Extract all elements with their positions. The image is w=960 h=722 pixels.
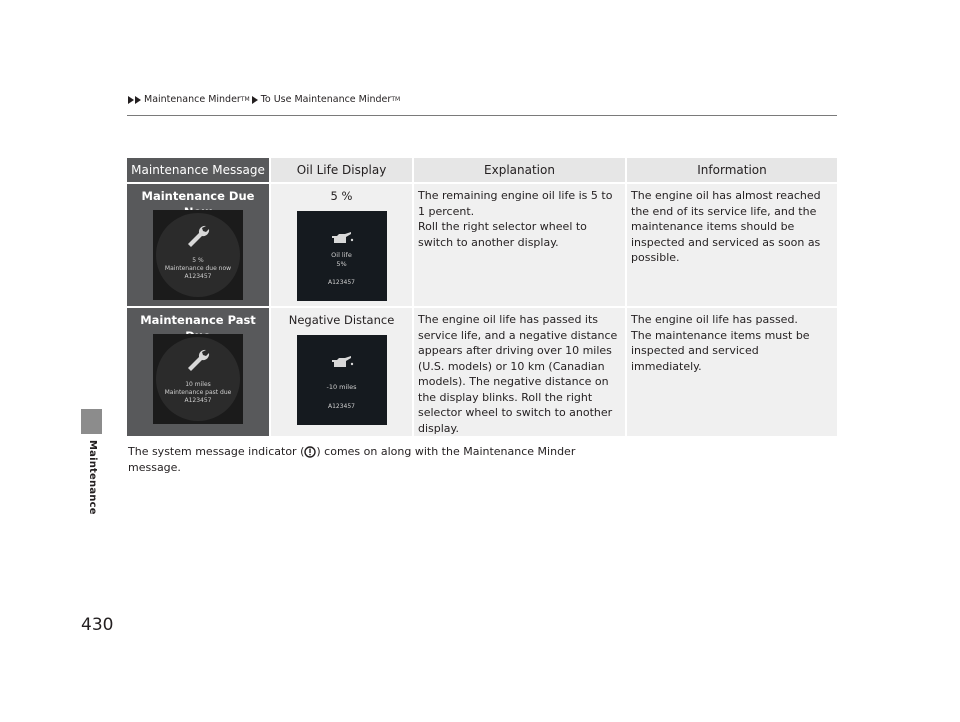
column-header-message: Maintenance Message bbox=[127, 158, 270, 183]
explanation-cell bbox=[413, 307, 626, 436]
message-cell bbox=[127, 307, 270, 436]
information-text: The engine oil has almost reached the end of its service life, and the maintenance items should be inspected and serviced as soon as possible. bbox=[631, 189, 821, 264]
screen-line: -10 miles bbox=[326, 383, 357, 391]
column-header-explanation: Explanation bbox=[413, 158, 626, 183]
screen-line: 10 miles bbox=[185, 381, 211, 388]
screen-line: Oil life bbox=[331, 251, 352, 259]
information-text: The engine oil life has passed. The maintenance items must be inspected and serviced immediately. bbox=[631, 313, 810, 373]
section-tab bbox=[81, 409, 102, 434]
screen-line: Maintenance due now bbox=[164, 265, 232, 272]
oil-can-icon bbox=[330, 231, 354, 245]
triangle-right-icon bbox=[252, 96, 258, 104]
table-row bbox=[127, 183, 837, 307]
section-label: Maintenance bbox=[87, 440, 98, 515]
explanation-text: The engine oil life has passed its service life, and a negative distance appears after driving over 10 miles (U.S. models) or 10 km (Canadian models). The negative distance on the display blinks. Roll the right selector wheel to switch to another display. bbox=[418, 313, 618, 435]
column-header-information: Information bbox=[626, 158, 837, 183]
system-message-indicator-icon bbox=[304, 446, 316, 458]
column-header-oil-display: Oil Life Display bbox=[270, 158, 413, 183]
page-number: 430 bbox=[81, 615, 114, 635]
oil-screen-image bbox=[297, 211, 387, 301]
wrench-icon bbox=[184, 223, 212, 251]
oil-display-cell bbox=[270, 183, 413, 307]
triangle-right-icon bbox=[128, 96, 134, 104]
table-row bbox=[127, 307, 837, 436]
trademark: TM bbox=[391, 96, 401, 103]
oil-display-label: Negative Distance bbox=[288, 313, 395, 327]
breadcrumb-part-2[interactable]: To Use Maintenance Minder bbox=[260, 94, 392, 105]
information-cell bbox=[626, 307, 837, 436]
triangle-right-icon bbox=[135, 96, 141, 104]
oil-display-cell bbox=[270, 307, 413, 436]
screen-line: 5 % bbox=[192, 257, 204, 264]
breadcrumb bbox=[128, 94, 400, 105]
oil-can-icon bbox=[330, 355, 354, 369]
explanation-text: The remaining engine oil life is 5 to 1 percent. Roll the right selector wheel to switch to another display. bbox=[418, 189, 613, 249]
trademark: TM bbox=[240, 96, 250, 103]
screen-code: A123457 bbox=[327, 403, 355, 410]
footnote-before: The system message indicator ( bbox=[128, 445, 305, 458]
message-title: Maintenance Due bbox=[141, 189, 255, 203]
explanation-cell bbox=[413, 183, 626, 307]
message-cell bbox=[127, 183, 270, 307]
maintenance-message-table bbox=[127, 158, 837, 436]
screen-line: 5% bbox=[336, 260, 347, 268]
footnote bbox=[128, 444, 578, 476]
message-screen-image bbox=[153, 334, 243, 424]
header-rule bbox=[127, 115, 837, 116]
breadcrumb-part-1[interactable]: Maintenance Minder bbox=[144, 94, 241, 105]
oil-screen-image bbox=[297, 335, 387, 425]
oil-display-label: 5 % bbox=[330, 189, 353, 203]
message-title: Maintenance Past bbox=[140, 313, 256, 327]
footnote-after: ) comes on along with the Maintenance Minder message. bbox=[128, 445, 576, 474]
message-screen-image bbox=[153, 210, 243, 300]
screen-line: Maintenance past due bbox=[164, 389, 232, 396]
screen-code: A123457 bbox=[327, 279, 355, 286]
screen-line: A123457 bbox=[184, 273, 212, 280]
screen-line: A123457 bbox=[184, 397, 212, 404]
information-cell bbox=[626, 183, 837, 307]
wrench-icon bbox=[184, 347, 212, 375]
